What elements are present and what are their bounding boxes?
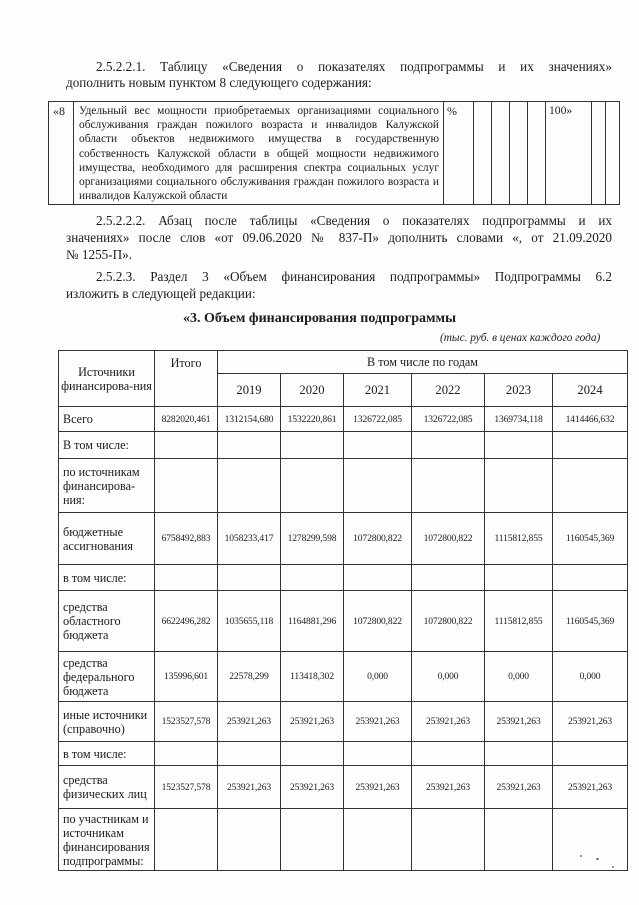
cell-2024: 253921,263: [553, 766, 628, 809]
cell-2020: [281, 459, 344, 513]
cell-2021: [344, 459, 412, 513]
cell-2019: 1035655,118: [218, 591, 281, 652]
units-note: (тыс. руб. в ценах каждого года): [440, 332, 601, 344]
empty-cell: [592, 102, 606, 205]
cell-2020: [281, 742, 344, 766]
paragraph-line: № 1255-П».: [66, 247, 133, 262]
row-total: [155, 809, 218, 871]
scan-speck: [612, 866, 614, 868]
indicator-text: Удельный вес мощности приобретаемых организациями социального обслуживания граждан пожилого возраста и инвалидов Калужской области объектов недвижимого имущества в государственную собственность Калужской области в общей мощности недвижимого имущества, необходимого для расширения спектра социальных услуг организациями социального обслуживания граждан пожилого возраста и инвалидов Калужской области: [74, 102, 444, 205]
cell-2020: 1532220,861: [281, 407, 344, 432]
year-2021: 2021: [344, 374, 412, 407]
row-label: средства областного бюджета: [59, 591, 155, 652]
cell-2022: [412, 565, 485, 591]
empty-cell: [606, 102, 620, 205]
row-total: [155, 565, 218, 591]
table-row: [59, 652, 628, 702]
row-label: В том числе:: [59, 432, 155, 459]
cell-2020: [281, 432, 344, 459]
cell-2019: [218, 742, 281, 766]
empty-cell: [510, 102, 528, 205]
table-row: [59, 432, 628, 459]
empty-cell: [492, 102, 510, 205]
cell-2023: [485, 432, 553, 459]
cell-2022: 1072800,822: [412, 591, 485, 652]
row-total: [155, 432, 218, 459]
paragraph-line: 2.5.2.2.1. Таблицу «Сведения о показателях подпрограммы и их значениях»: [96, 59, 612, 74]
cell-2021: [344, 742, 412, 766]
row-label: в том числе:: [59, 565, 155, 591]
cell-2023: 1115812,855: [485, 513, 553, 565]
cell-2023: 253921,263: [485, 702, 553, 742]
section-heading: «3. Объем финансирования подпрограммы: [182, 311, 457, 326]
year-2022: 2022: [412, 374, 485, 407]
cell-2022: 1326722,085: [412, 407, 485, 432]
cell-2021: 253921,263: [344, 766, 412, 809]
cell-2020: [281, 809, 344, 871]
cell-2019: 22578,299: [218, 652, 281, 702]
cell-2021: [344, 809, 412, 871]
cell-2020: 253921,263: [281, 766, 344, 809]
paragraph-line: 2.5.2.3. Раздел 3 «Объем финансирования подпрограммы» Подпрограммы 6.2: [96, 269, 612, 284]
cell-2021: [344, 432, 412, 459]
cell-2023: [485, 565, 553, 591]
row-label: по участникам и источникам финансирования подпрограммы:: [59, 809, 155, 871]
empty-cell: [528, 102, 546, 205]
row-label: средства физических лиц: [59, 766, 155, 809]
cell-2022: [412, 432, 485, 459]
cell-2024: 1160545,369: [553, 513, 628, 565]
header-by-years: В том числе по годам: [218, 351, 628, 374]
cell-2022: [412, 742, 485, 766]
row-total: [155, 459, 218, 513]
cell-2021: 253921,263: [344, 702, 412, 742]
cell-2021: [344, 565, 412, 591]
cell-2020: [281, 565, 344, 591]
year-2019: 2019: [218, 374, 281, 407]
paragraph-2-5-2-2-1-cont: [66, 74, 612, 91]
row-label: иные источники (справочно): [59, 702, 155, 742]
cell-2024: 1160545,369: [553, 591, 628, 652]
table-row: [59, 591, 628, 652]
cell-2023: 253921,263: [485, 766, 553, 809]
cell-2023: 0,000: [485, 652, 553, 702]
table-row: [59, 407, 628, 432]
indicator-unit: %: [444, 102, 474, 205]
cell-2019: [218, 459, 281, 513]
indicator-number: «8: [49, 102, 74, 205]
cell-2022: 253921,263: [412, 702, 485, 742]
row-label: в том числе:: [59, 742, 155, 766]
year-2020: 2020: [281, 374, 344, 407]
cell-2023: [485, 809, 553, 871]
row-total: 135996,601: [155, 652, 218, 702]
cell-2020: 1278299,598: [281, 513, 344, 565]
cell-2023: [485, 742, 553, 766]
row-total: 6622496,282: [155, 591, 218, 652]
table-row: [59, 809, 628, 871]
row-label: по источникам финансирова-ния:: [59, 459, 155, 513]
cell-2020: 253921,263: [281, 702, 344, 742]
cell-2019: 253921,263: [218, 702, 281, 742]
finance-table-body: [59, 407, 628, 871]
cell-2022: 253921,263: [412, 766, 485, 809]
paragraph-line: 2.5.2.2.2. Абзац после таблицы «Сведения о показателях подпрограммы и их: [96, 213, 612, 228]
cell-2021: 0,000: [344, 652, 412, 702]
scan-speck: [596, 858, 599, 860]
finance-table: [58, 350, 628, 871]
paragraph-2-5-2-2-2: [66, 212, 612, 263]
cell-2019: [218, 809, 281, 871]
year-2023: 2023: [485, 374, 553, 407]
row-total: 1523527,578: [155, 702, 218, 742]
cell-2024: [553, 432, 628, 459]
cell-2024: 1414466,632: [553, 407, 628, 432]
table-row: [59, 766, 628, 809]
row-total: 1523527,578: [155, 766, 218, 809]
paragraph-line: значениях» после слов «от 09.06.2020 № 837-П» дополнить словами «, от 21.09.2020: [66, 230, 612, 245]
cell-2024: [553, 565, 628, 591]
paragraph-line: дополнить новым пунктом 8 следующего содержания:: [66, 75, 372, 90]
row-label: бюджетные ассигнования: [59, 513, 155, 565]
header-sources: Источники финансирова-ния: [59, 351, 155, 407]
cell-2023: [485, 459, 553, 513]
row-label: Всего: [59, 407, 155, 432]
indicator-table: [48, 101, 620, 205]
table-row: [59, 513, 628, 565]
table-row: [59, 459, 628, 513]
row-total: 6758492,883: [155, 513, 218, 565]
table-row: [59, 702, 628, 742]
cell-2019: 1312154,680: [218, 407, 281, 432]
header-total: Итого: [155, 351, 218, 407]
cell-2022: 1072800,822: [412, 513, 485, 565]
cell-2024: 0,000: [553, 652, 628, 702]
cell-2022: [412, 459, 485, 513]
cell-2023: 1369734,118: [485, 407, 553, 432]
cell-2024: [553, 459, 628, 513]
table-row: [59, 565, 628, 591]
cell-2022: 0,000: [412, 652, 485, 702]
paragraph-line: изложить в следующей редакции:: [66, 286, 256, 301]
empty-cell: [474, 102, 492, 205]
cell-2020: 113418,302: [281, 652, 344, 702]
cell-2024: [553, 809, 628, 871]
cell-2021: 1072800,822: [344, 591, 412, 652]
cell-2021: 1326722,085: [344, 407, 412, 432]
row-total: 8282020,461: [155, 407, 218, 432]
cell-2024: [553, 742, 628, 766]
year-2024: 2024: [553, 374, 628, 407]
cell-2020: 1164881,296: [281, 591, 344, 652]
cell-2023: 1115812,855: [485, 591, 553, 652]
cell-2021: 1072800,822: [344, 513, 412, 565]
paragraph-2-5-2-2-1: [66, 58, 612, 75]
scan-speck: [580, 855, 582, 857]
table-row: [59, 742, 628, 766]
cell-2022: [412, 809, 485, 871]
header-row: [59, 351, 628, 374]
cell-2019: 1058233,417: [218, 513, 281, 565]
paragraph-2-5-2-3: [66, 268, 612, 302]
cell-2019: [218, 565, 281, 591]
indicator-row: [49, 102, 620, 205]
indicator-value: 100»: [546, 102, 592, 205]
cell-2024: 253921,263: [553, 702, 628, 742]
cell-2019: 253921,263: [218, 766, 281, 809]
cell-2019: [218, 432, 281, 459]
row-total: [155, 742, 218, 766]
row-label: средства федерального бюджета: [59, 652, 155, 702]
